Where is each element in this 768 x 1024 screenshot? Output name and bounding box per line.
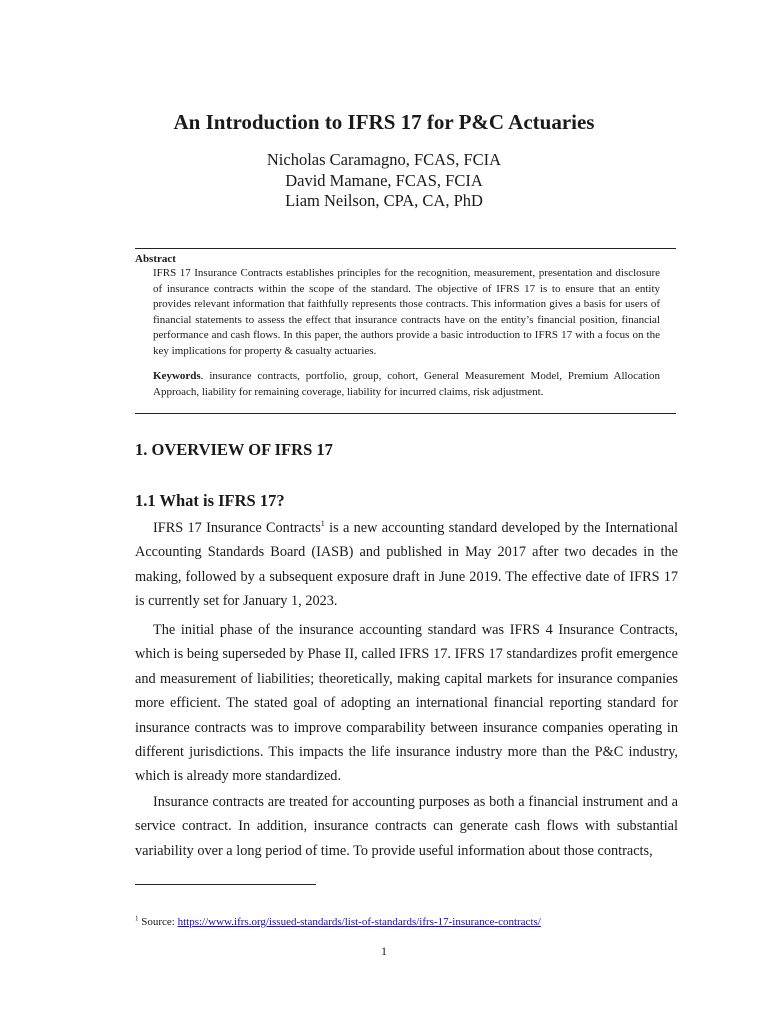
- abstract-heading: Abstract: [135, 253, 176, 265]
- abstract-top-rule: [135, 248, 676, 249]
- paragraph-2: The initial phase of the insurance accounting standard was IFRS 4 Insurance Contracts, which is being superseded by Phase II, called IFRS 17. IFRS 17 standardizes profit emergence and measurement of liabilities; theoretically, making capital markets for insurance companies more efficient. The stated goal of adopting an international financial reporting standard for insurance contracts was to improve comparability between insurance companies operating in different jurisdictions. This impacts the life insurance industry more than the P&C industry, which is already more standardized.: [135, 622, 678, 785]
- paragraph-1: [135, 516, 678, 614]
- paragraph-3: Insurance contracts are treated for accounting purposes as both a financial instrument and a service contract. In addition, insurance contracts can generate cash flows with substantial variability over a long period of time. To provide useful information about those contracts,: [135, 794, 678, 859]
- paragraph-1-rest: is a new accounting standard developed by the International Accounting Standards Board (IASB) and published in May 2017 after two decades in the making, followed by a subsequent exposure draft in June 2019. The effective date of IFRS 17 is currently set for January 1, 2023.: [135, 520, 678, 610]
- abstract-body: IFRS 17 Insurance Contracts establishes principles for the recognition, measurement, presentation and disclosure of insurance contracts within the scope of the standard. The objective of IFRS 17 is to ensure that an entity provides relevant information that faithfully represents those contracts. This information gives a basis for users of financial statements to assess the effect that insurance contracts have on the entity’s financial position, financial performance and cash flows. In this paper, the authors provide a basic introduction to IFRS 17 with a focus on the key implications for property & casualty actuaries.: [153, 267, 660, 357]
- author-3: Liam Neilson, CPA, CA, PhD: [285, 191, 483, 210]
- keywords-label: Keywords: [153, 370, 201, 382]
- section-heading: 1. OVERVIEW OF IFRS 17: [135, 440, 333, 459]
- subsection-heading: 1.1 What is IFRS 17?: [135, 491, 285, 510]
- footnote-label: Source:: [138, 916, 178, 928]
- keywords-text: . insurance contracts, portfolio, group, cohort, General Measurement Model, Premium Allocation Approach, liability for remaining coverage, liability for incurred claims, risk adjustment.: [153, 370, 660, 398]
- paper-title: An Introduction to IFRS 17 for P&C Actuaries: [173, 110, 595, 134]
- author-1: Nicholas Caramagno, FCAS, FCIA: [266, 150, 502, 169]
- author-list: [0, 150, 768, 212]
- footnote-link[interactable]: https://www.ifrs.org/issued-standards/list-of-standards/ifrs-17-insurance-contracts/: [177, 916, 541, 928]
- abstract-bottom-rule: [135, 413, 676, 414]
- footnote-ref[interactable]: 1: [320, 519, 325, 529]
- keywords: [153, 369, 660, 400]
- footnote: [135, 915, 541, 929]
- footnote-marker: 1: [135, 914, 139, 923]
- paragraph-1-start: IFRS 17 Insurance Contracts: [153, 520, 321, 536]
- footnote-rule: [135, 884, 316, 885]
- author-2: David Mamane, FCAS, FCIA: [285, 170, 483, 190]
- page-number: 1: [381, 944, 387, 958]
